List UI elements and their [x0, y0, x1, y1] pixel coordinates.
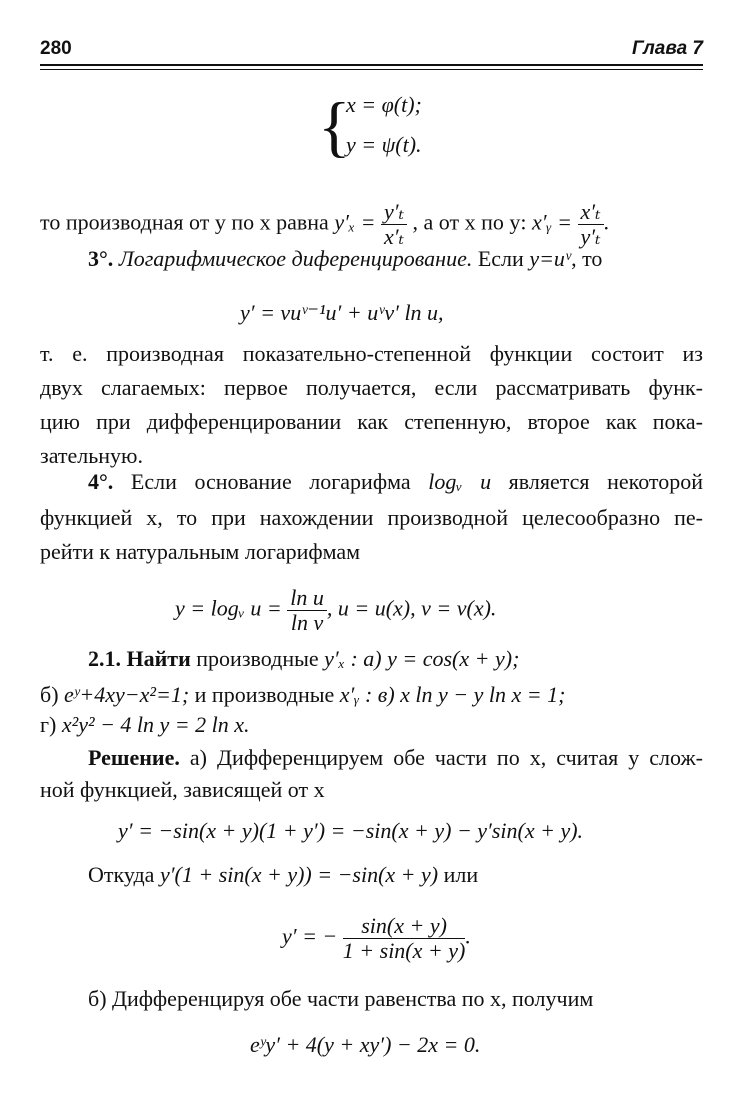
explain-line-1: т. е. производная показательно-степенной функции состоит из — [40, 341, 703, 366]
solution-b-line: б) Дифференцируя обе части равенства по x, получим — [88, 986, 594, 1011]
example-number: 2.1. — [88, 646, 121, 671]
fraction-dy-dx: $\frac{\text{y′ₜ}}{\text{x′ₜ}}$ — [381, 200, 407, 249]
example-formula-a: y′ₓ : а) y = cos(x + y); — [324, 646, 520, 671]
fraction-dx-dy: $\frac{\text{x′ₜ}}{\text{y′ₜ}}$ — [578, 200, 604, 249]
formula-solution-2: y′(1 + sin(x + y)) = −sin(x + y) — [159, 862, 439, 887]
derivative-lhs-1: y′ₓ = — [334, 209, 376, 235]
formula-log-derivative: y′ = vuᵛ⁻¹u′ + uᵛv′ ln u, — [240, 300, 444, 325]
paragraph-3-number: 3°. — [88, 246, 114, 271]
paragraph-3-heading: 3°. Логарифмическое диференцирование. Если y=uᵛ, то — [88, 246, 603, 271]
explain-line-3: цию при дифференцировании как степенную, второе как пока- — [40, 409, 703, 434]
example-formula-c: x′ᵧ : в) x ln y − y ln x = 1; — [339, 682, 566, 707]
fraction-solution: $\frac{\sin(x + y)}{1 + \sin(x + y)}$ — [342, 913, 466, 963]
paragraph-3-title: Логарифмическое диференцирование. — [118, 246, 473, 271]
derivative-line: то производная от y по x равна y′ₓ = $\frac{\text{y′ₜ}}{\text{x′ₜ}}$ , а от x по y: x′ᵧ = $\frac{\text{x′ₜ}}{\text{y′ₜ}}$ . — [40, 199, 610, 249]
derivative-text-a: то производная от y по x равна — [40, 209, 329, 235]
paragraph-3-text: Если — [477, 246, 524, 271]
header-rule-thin — [40, 69, 703, 70]
example-formula-d: x²y² − 4 ln y = 2 ln x. — [61, 712, 250, 737]
paragraph-4-line-3: рейти к натуральным логарифмам — [40, 539, 361, 564]
derivative-lhs-2: x′ᵧ = — [532, 209, 572, 235]
example-line-1: 2.1. Найти производные y′ₓ : а) y = cos(x + y); — [88, 646, 520, 671]
paragraph-4-line-1: 4°. Если основание логарифма logᵥ u является некоторой — [88, 469, 704, 494]
paragraph-4-line-2: функцией x, то при нахождении производной целесообразно пе- — [40, 505, 703, 530]
example-title: Найти — [126, 646, 191, 671]
system-line-1: x = φ(t); — [346, 92, 422, 117]
chapter-title: Глава 7 — [632, 38, 703, 59]
example-line-2: б) eʸ+4xy−x²=1; и производные x′ᵧ : в) x ln y − y ln x = 1; — [40, 682, 566, 707]
paragraph-4-number: 4°. — [88, 469, 114, 494]
derivative-text-b: , а от x по y: — [412, 209, 527, 235]
solution-title: Решение. — [88, 745, 180, 770]
formula-solution-4: eʸy′ + 4(y + xy′) − 2x = 0. — [250, 1032, 481, 1057]
otkuda-line: Откуда y′(1 + sin(x + y)) = −sin(x + y) или — [88, 862, 479, 887]
solution-line-1: Решение. а) Дифференцируем обе части по x, считая y слож- — [88, 745, 704, 770]
explain-line-2: двух слагаемых: первое получается, если рассматривать функ- — [40, 375, 703, 400]
paragraph-4-formula: logᵥ u — [428, 469, 492, 494]
system-brace: { — [318, 88, 351, 164]
paragraph-3-formula: y=uᵛ — [529, 246, 572, 271]
system-line-2: y = ψ(t). — [346, 132, 422, 157]
explain-line-4: зательную. — [40, 443, 143, 468]
formula-solution-1: y′ = −sin(x + y)(1 + y′) = −sin(x + y) − y′sin(x + y). — [118, 818, 584, 843]
fraction-ln: $\frac{\text{ln u}}{\text{ln v}}$ — [287, 586, 327, 635]
example-line-3: г) x²y² − 4 ln y = 2 ln x. — [40, 712, 250, 737]
formula-log-base: y = logᵥ u = $\frac{\text{ln u}}{\text{ln v}}$ , u = u(x), v = v(x). — [175, 585, 497, 635]
page-number: 280 — [40, 38, 72, 59]
header-rule-thick — [40, 64, 703, 66]
solution-line-2: ной функцией, зависящей от x — [40, 777, 325, 802]
example-formula-b: eʸ+4xy−x²=1; — [64, 682, 190, 707]
formula-solution-3: y′ = − $\frac{\sin(x + y)}{1 + \sin(x + y)}$ . — [282, 913, 471, 963]
